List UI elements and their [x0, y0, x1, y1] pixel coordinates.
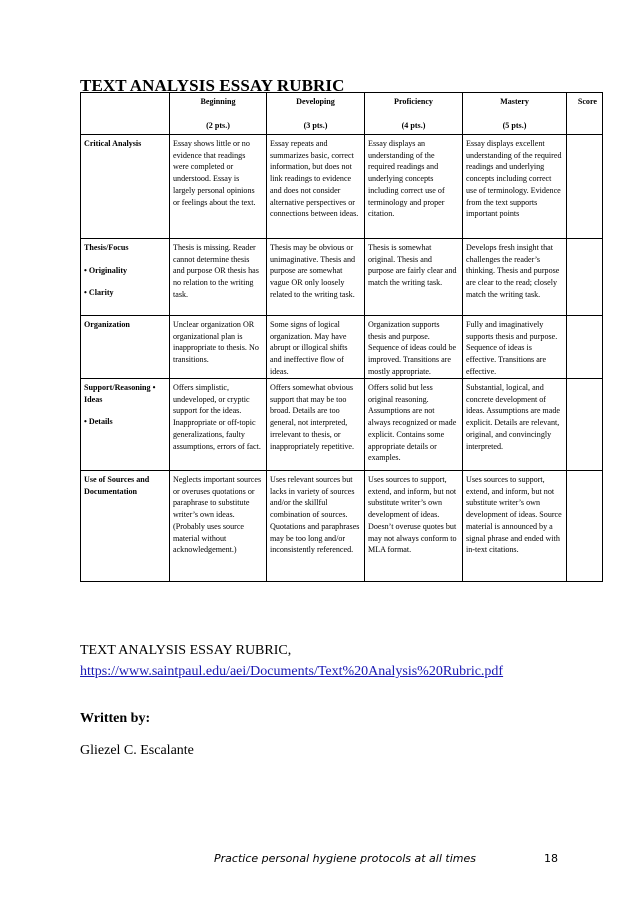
level-header-proficiency [365, 93, 463, 135]
descriptor-cell: Some signs of logical organization. May have abrupt or illogical shifts and ineffective flow of ideas. [267, 316, 365, 379]
rubric-title: TEXT ANALYSIS ESSAY RUBRIC [80, 76, 345, 95]
descriptor-cell: Substantial, logical, and concrete development of ideas. Assumptions are made explicit. Details are relevant, original, and convincingly interpreted. [463, 379, 567, 471]
level-points: (2 pts.) [206, 120, 230, 130]
score-cell [567, 471, 603, 582]
rubric-row-thesis-focus [81, 239, 603, 316]
descriptor-cell: Offers simplistic, undeveloped, or cryptic support for the ideas. Inappropriate or off-topic generalizations, faulty assumptions, errors of fact. [170, 379, 267, 471]
rubric-header-row [81, 93, 603, 135]
criterion-name: Critical Analysis [84, 139, 142, 148]
level-name: Proficiency [394, 97, 433, 106]
criterion-header-cell [81, 93, 170, 135]
footer-text: Practice personal hygiene protocols at all times [214, 852, 476, 865]
rubric-row-organization [81, 316, 603, 379]
descriptor-cell: Uses sources to support, extend, and inform, but not substitute writer’s own development of ideas. Source material is announced by a signal phrase and ended with in-text citations. [463, 471, 567, 582]
score-cell [567, 239, 603, 316]
criterion-subitem: • Clarity [84, 288, 114, 298]
descriptor-cell: Offers solid but less original reasoning. Assumptions are not always recognized or made explicit. Contains some appropriate details or examples. [365, 379, 463, 471]
criterion-cell [81, 239, 170, 316]
descriptor-cell: Neglects important sources or overuses quotations or paraphrase to substitute writer’s own ideas. (Probably uses source material without acknowledgement.) [170, 471, 267, 582]
criterion-subitem: • Originality [84, 265, 128, 275]
level-header-mastery [463, 93, 567, 135]
score-cell [567, 316, 603, 379]
level-points: (5 pts.) [502, 120, 527, 130]
score-header: Score [567, 93, 603, 135]
descriptor-cell: Fully and imaginatively supports thesis and purpose. Sequence of ideas is effective. Transitions are effective. [463, 316, 567, 379]
descriptor-cell: Essay shows little or no evidence that readings were completed or understood. Essay is largely personal opinions or feelings about the text. [170, 135, 267, 239]
rubric-table [80, 92, 603, 582]
level-points: (4 pts.) [401, 120, 426, 130]
score-cell [567, 135, 603, 239]
descriptor-cell: Uses sources to support, extend, and inform, but not substitute writer’s own development of ideas. Doesn’t overuse quotes but may not always conform to MLA format. [365, 471, 463, 582]
criterion-name: Support/Reasoning • Ideas [84, 383, 156, 404]
descriptor-cell: Essay displays excellent understanding of the required readings and underlying concepts including correct use of terminology. Evidence from the text supports important points [463, 135, 567, 239]
citation-link[interactable]: https://www.saintpaul.edu/aei/Documents/Text%20Analysis%20Rubric.pdf [80, 664, 504, 679]
rubric-row-sources-documentation [81, 471, 603, 582]
level-name: Beginning [200, 97, 236, 106]
criterion-name: Organization [84, 320, 130, 329]
criterion-name: Thesis/Focus [84, 243, 129, 252]
descriptor-cell: Develops fresh insight that challenges the reader’s thinking. Thesis and purpose are clear to the read; closely match the writing task. [463, 239, 567, 316]
rubric-row-critical-analysis [81, 135, 603, 239]
citation-block [80, 640, 503, 682]
page-number: 18 [544, 852, 558, 865]
descriptor-cell: Essay repeats and summarizes basic, correct information, but does not link readings to evidence and does not consider alternative perspectives or connections between ideas. [267, 135, 365, 239]
descriptor-cell: Thesis may be obvious or unimaginative. Thesis and purpose are somewhat vague OR only loosely related to the writing task. [267, 239, 365, 316]
criterion-cell [81, 471, 170, 582]
citation-title: TEXT ANALYSIS ESSAY RUBRIC, [80, 643, 292, 658]
descriptor-cell: Unclear organization OR organizational plan is inappropriate to thesis. No transitions. [170, 316, 267, 379]
level-name: Developing [296, 97, 335, 106]
written-by-label: Written by: [80, 711, 151, 726]
author-name: Gliezel C. Escalante [80, 743, 194, 758]
descriptor-cell: Thesis is somewhat original. Thesis and purpose are fairly clear and match the writing task. [365, 239, 463, 316]
level-header-beginning [170, 93, 267, 135]
criterion-cell [81, 135, 170, 239]
descriptor-cell: Organization supports thesis and purpose. Sequence of ideas could be improved. Transitions are mostly appropriate. [365, 316, 463, 379]
criterion-subitem: • Details [84, 417, 113, 427]
level-header-developing [267, 93, 365, 135]
descriptor-cell: Offers somewhat obvious support that may be too broad. Details are too general, not interpreted, irrelevant to thesis, or inappropriately repetitive. [267, 379, 365, 471]
level-name: Mastery [500, 97, 529, 106]
level-points: (3 pts.) [303, 120, 328, 130]
score-cell [567, 379, 603, 471]
descriptor-cell: Uses relevant sources but lacks in variety of sources and/or the skillful combination of sources. Quotations and paraphrases may be too long and/or inconsistently referenced. [267, 471, 365, 582]
criterion-name: Use of Sources and Documentation [84, 475, 150, 496]
criterion-cell [81, 316, 170, 379]
descriptor-cell: Essay displays an understanding of the required readings and underlying concepts including correct use of terminology and proper citation. [365, 135, 463, 239]
criterion-cell [81, 379, 170, 471]
rubric-row-support-reasoning [81, 379, 603, 471]
descriptor-cell: Thesis is missing. Reader cannot determine thesis and purpose OR thesis has no relation to the writing task. [170, 239, 267, 316]
